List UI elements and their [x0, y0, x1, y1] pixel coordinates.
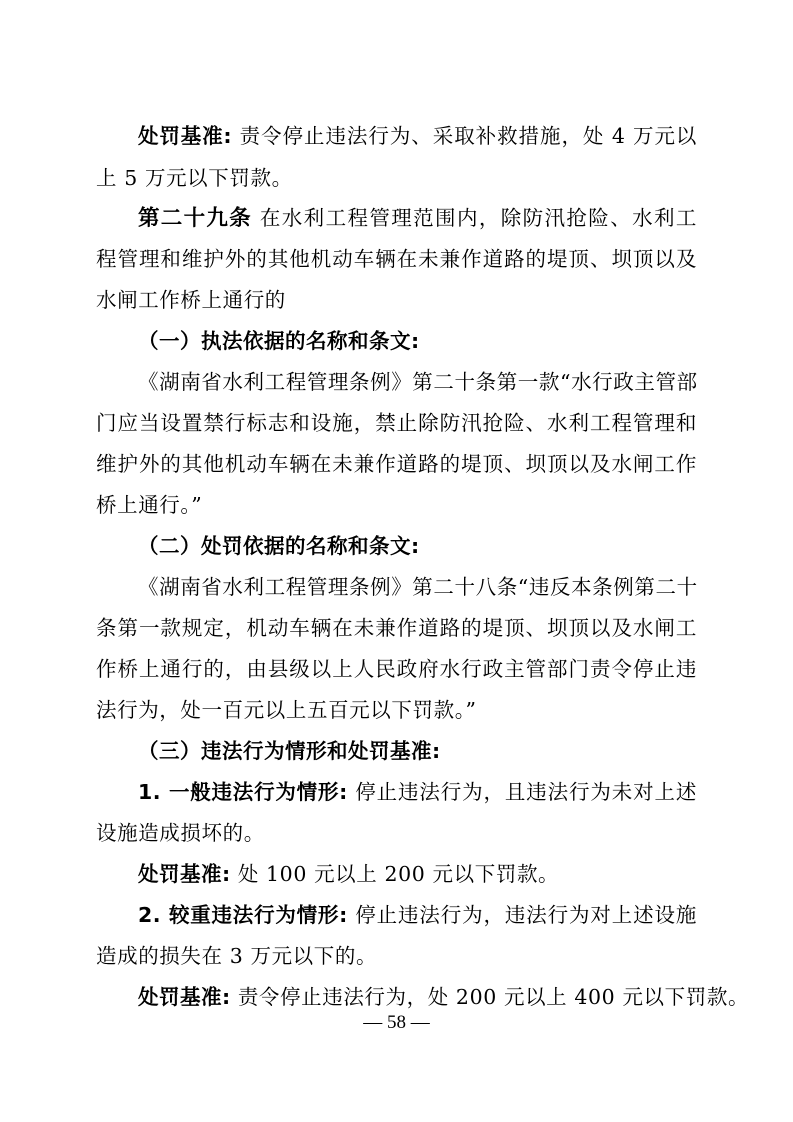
article-29-line — [138, 203, 697, 233]
body-text: 造成的损失在 3 万元以下的。 — [96, 944, 378, 968]
body-text: 维护外的其他机动车辆在未兼作道路的堤顶、坝顶以及水闸工作 — [96, 452, 697, 476]
section-heading-3 — [138, 736, 697, 766]
body-line — [96, 449, 697, 479]
body-line — [138, 367, 697, 397]
penalty-standard-label: 处罚基准: — [138, 985, 231, 1009]
case-label: 1. 一般违法行为情形: — [138, 780, 348, 804]
section-heading-2 — [138, 531, 697, 561]
body-line — [96, 285, 697, 315]
penalty-standard-line — [138, 859, 697, 889]
body-text: 《湖南省水利工程管理条例》第二十八条“违反本条例第二十 — [138, 575, 698, 599]
body-text: 责令停止违法行为，处 200 元以上 400 元以下罚款。 — [230, 985, 750, 1009]
body-line — [96, 654, 697, 684]
section-heading-1 — [138, 326, 697, 356]
penalty-standard-line — [138, 121, 697, 151]
section-heading-text: （一）执法依据的名称和条文: — [138, 329, 420, 353]
body-line — [96, 818, 697, 848]
body-text: 处 100 元以上 200 元以下罚款。 — [230, 862, 560, 886]
case-label: 2. 较重违法行为情形: — [138, 903, 348, 927]
body-line — [96, 490, 697, 520]
body-text: 责令停止违法行为、采取补救措施，处 4 万元以 — [232, 124, 697, 148]
body-text: 桥上通行。” — [96, 493, 203, 517]
body-text: 《湖南省水利工程管理条例》第二十条第一款“水行政主管部 — [138, 370, 698, 394]
body-text: 在水利工程管理范围内，除防汛抢险、水利工 — [251, 206, 697, 230]
body-text: 作桥上通行的，由县级以上人民政府水行政主管部门责令停止违 — [96, 657, 697, 681]
body-text: 程管理和维护外的其他机动车辆在未兼作道路的堤顶、坝顶以及 — [96, 247, 697, 271]
body-text: 门应当设置禁行标志和设施，禁止除防汛抢险、水利工程管理和 — [96, 411, 697, 435]
body-text: 设施造成损坏的。 — [96, 821, 265, 845]
body-line — [96, 613, 697, 643]
section-heading-text: （二）处罚依据的名称和条文: — [138, 534, 420, 558]
case-serious-line — [138, 900, 697, 930]
body-text: 水闸工作桥上通行的 — [96, 288, 286, 312]
body-line — [96, 163, 697, 193]
penalty-standard-label: 处罚基准: — [138, 124, 233, 148]
penalty-standard-line — [138, 982, 750, 1012]
body-text: 停止违法行为，违法行为对上述设施 — [347, 903, 698, 927]
penalty-standard-label: 处罚基准: — [138, 862, 231, 886]
body-text: 条第一款规定，机动车辆在未兼作道路的堤顶、坝顶以及水闸工 — [96, 616, 697, 640]
page-number: — 58 — — [363, 1012, 430, 1033]
body-line — [138, 572, 697, 602]
section-heading-text: （三）违法行为情形和处罚基准: — [138, 739, 441, 763]
body-text: 停止违法行为，且违法行为未对上述 — [347, 780, 698, 804]
body-text: 法行为，处一百元以上五百元以下罚款。” — [96, 698, 477, 722]
case-general-line — [138, 777, 697, 807]
body-line — [96, 695, 697, 725]
body-line — [96, 244, 697, 274]
body-text: 上 5 万元以下罚款。 — [96, 166, 293, 190]
body-line — [96, 941, 697, 971]
article-number: 第二十九条 — [138, 206, 252, 231]
body-line — [96, 408, 697, 438]
